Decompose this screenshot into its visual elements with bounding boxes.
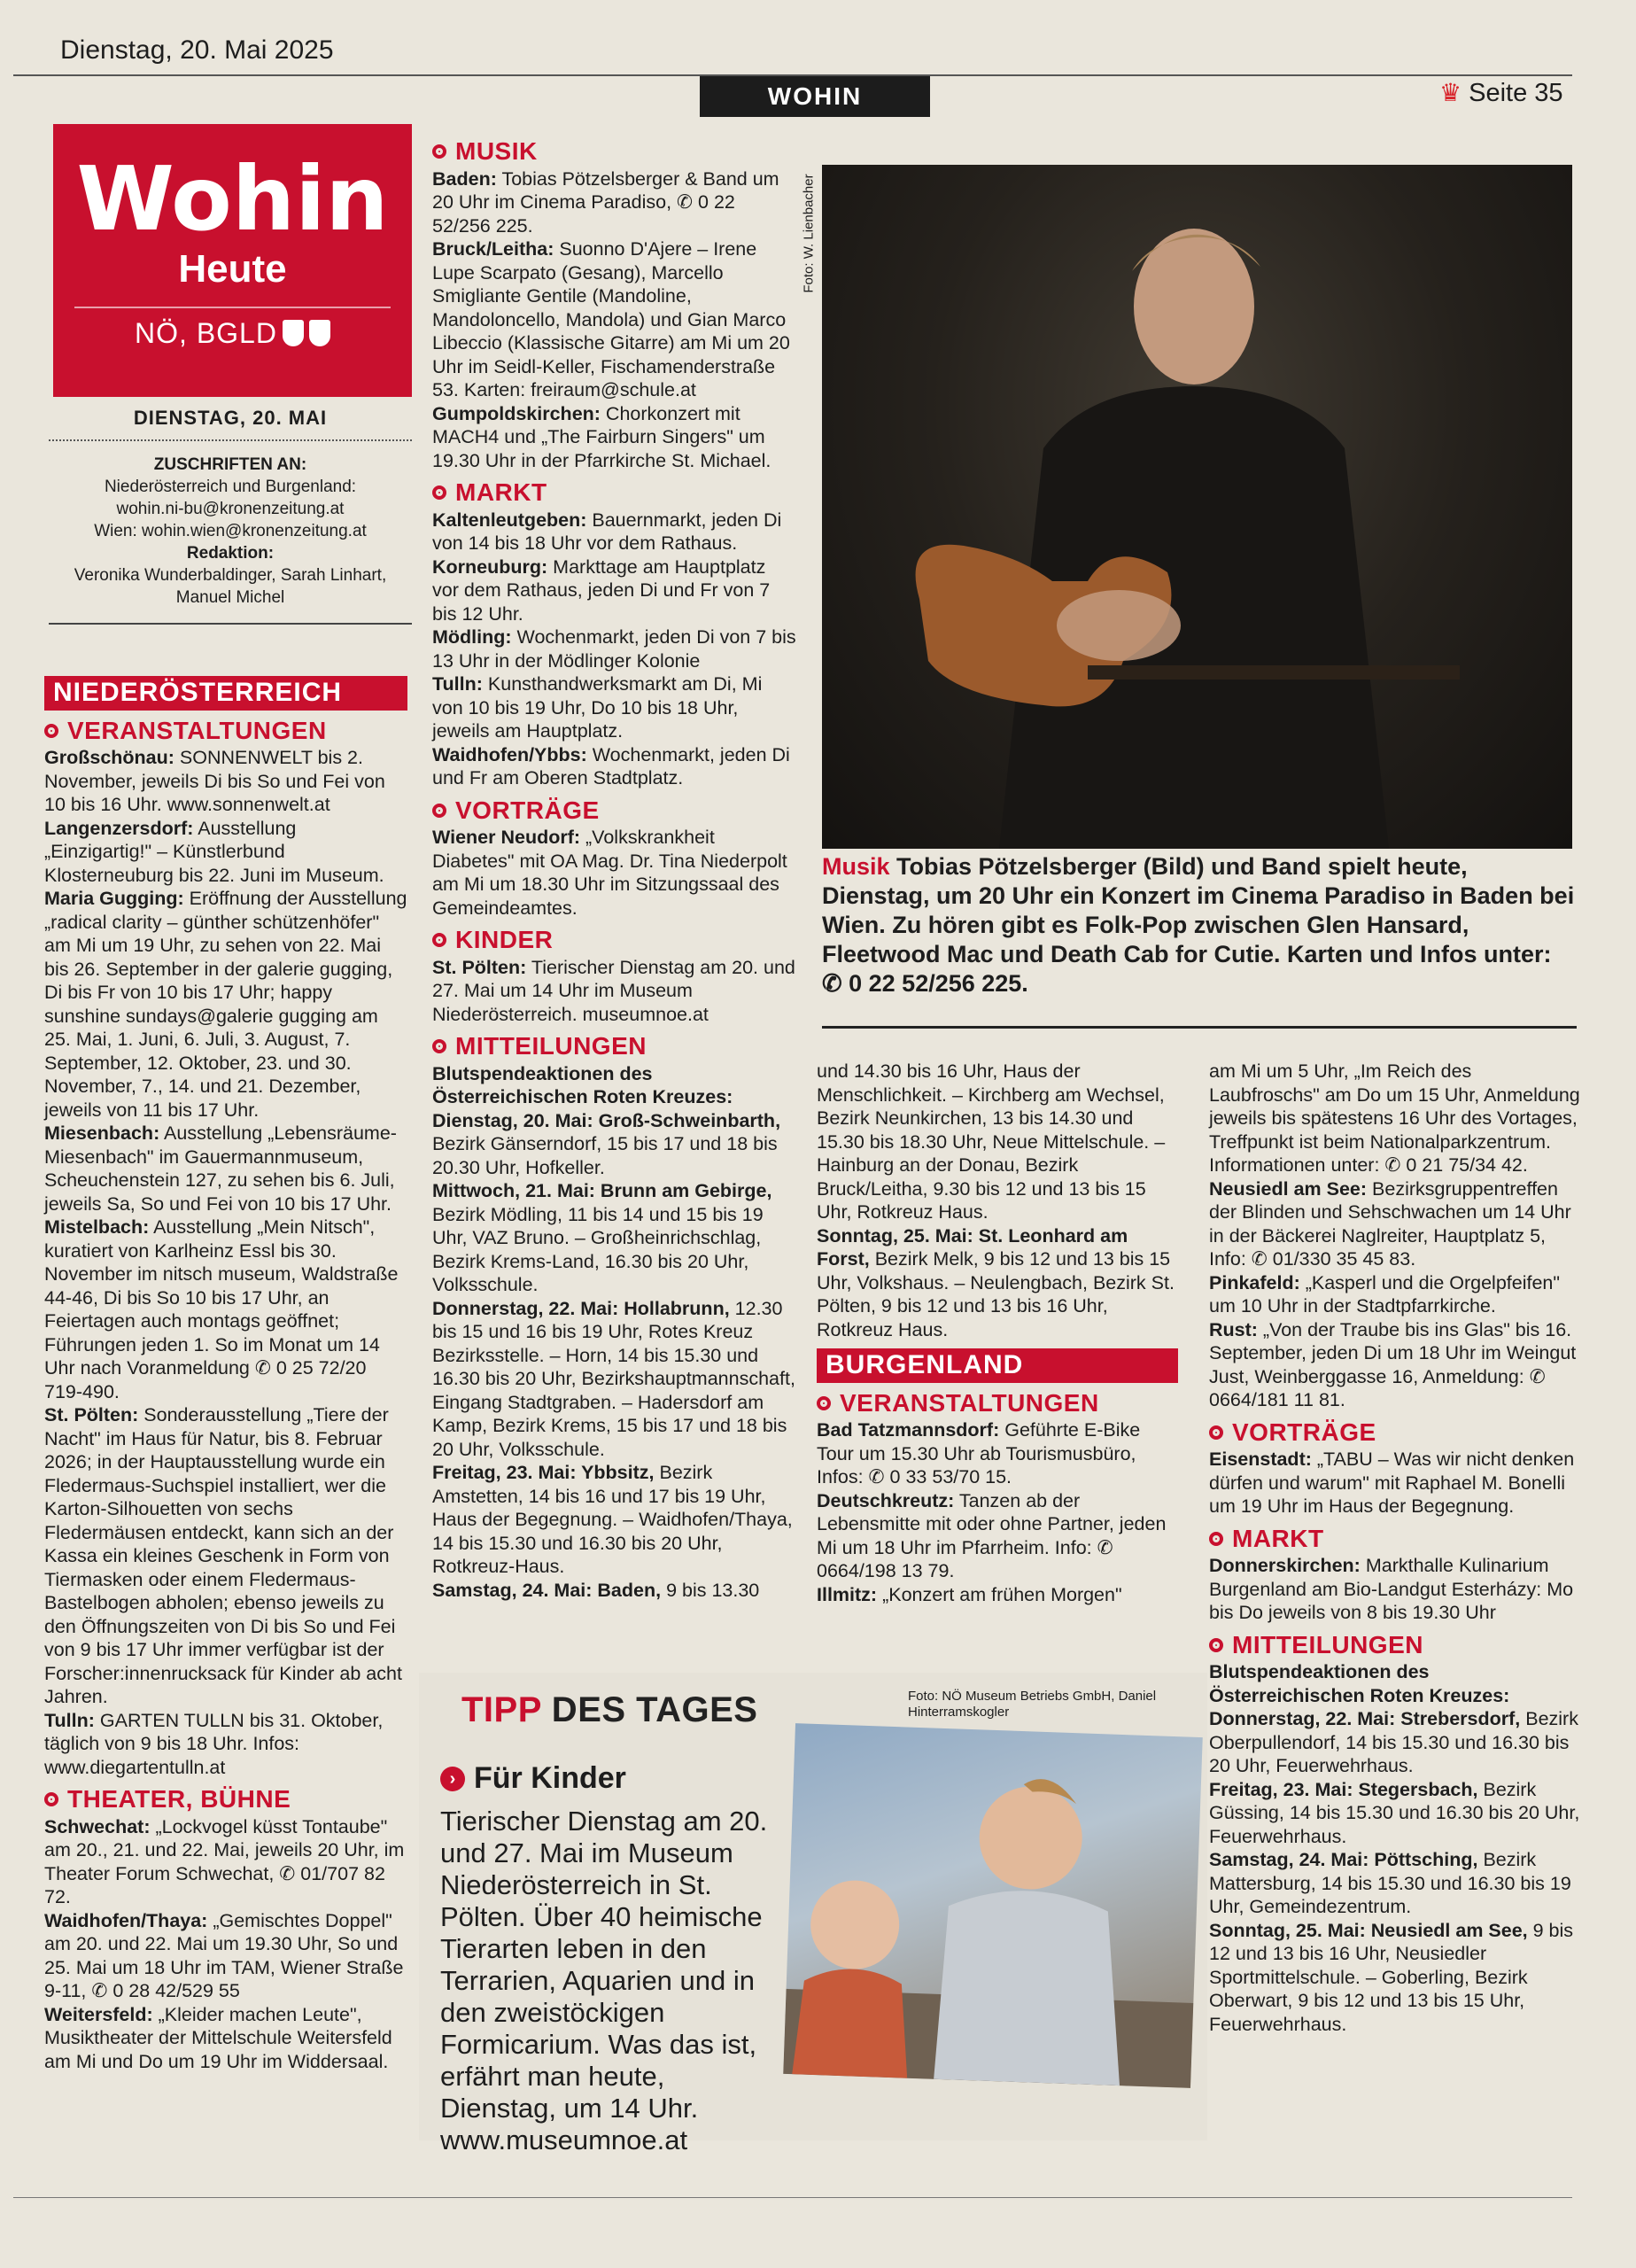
listing-entry bbox=[432, 743, 797, 790]
listing-text: Bezirk Amstetten, 14 bis 16 und 17 bis 19 Uhr, Haus der Begegnung. – Waidhofen/Thaya, 14 bis 15.30 und 16.30 bis 20 Uhr, Rotkreuz-Haus. bbox=[432, 1462, 793, 1577]
listing-text: am Mi um 5 Uhr, „Im Reich des Laubfroschs" am Do um 15 Uhr, Anmeldung jeweils bis spätestens 16 Uhr des Vortages, Treffpunkt ist beim Nationalparkzentrum. Informationen unter: ✆ 0 21 75/34 42. bbox=[1209, 1060, 1580, 1176]
listing-entry bbox=[432, 555, 797, 626]
column-musik-markt bbox=[432, 131, 797, 1602]
listing-lead: Blutspendeaktionen des Österreichischen Roten Kreuzes: bbox=[432, 1062, 733, 1107]
section-heading bbox=[432, 928, 797, 952]
region-banner: NIEDERÖSTERREICH bbox=[44, 676, 407, 711]
tipp-title-red: TIPP bbox=[461, 1690, 542, 1729]
target-icon bbox=[44, 724, 58, 738]
tipp-subtitle bbox=[440, 1761, 626, 1796]
listing-lead: Schwechat: bbox=[44, 1815, 151, 1837]
listing-lead: Weitersfeld: bbox=[44, 2003, 153, 2025]
listing-entry bbox=[1209, 1848, 1585, 1919]
listing-entry bbox=[1209, 1271, 1585, 1318]
section-tab: WOHIN bbox=[700, 76, 930, 117]
section-heading-text: MUSIK bbox=[455, 137, 538, 165]
crown-icon: ♛ bbox=[1439, 79, 1462, 106]
listing-text: Markthalle Kulinarium Burgenland am Bio-Landgut Esterházy: Mo bis Do jeweils von 8 bis 19.30 Uhr bbox=[1209, 1555, 1574, 1623]
listing-text: SONNENWELT bis 2. November, jeweils Di bis So und Fei von 10 bis 16 Uhr. www.sonnenwelt.at bbox=[44, 747, 385, 815]
listing-lead: Pinkafeld: bbox=[1209, 1271, 1300, 1293]
listing-entry bbox=[432, 826, 797, 920]
target-icon bbox=[432, 804, 446, 818]
listing-lead: Samstag, 24. Mai: Baden, bbox=[432, 1579, 662, 1601]
listing-entry bbox=[44, 1815, 407, 1909]
listing-text: Chorkonzert mit MACH4 und „The Fairburn Singers" um 19.30 Uhr in der Pfarrkirche St. Michael. bbox=[432, 402, 771, 471]
coat-of-arms-icon bbox=[283, 320, 304, 346]
children-photo bbox=[783, 1723, 1203, 2088]
tipp-text: Tierischer Dienstag am 20. und 27. Mai im Museum Niederösterreich in St. Pölten. Über 40 heimische Tierarten leben in den Terrarien, Aquarien und in den zweistöckigen Formicarium. Was das ist, erfährt man heute, Dienstag, um 14 Uhr. www.museumnoe.at bbox=[440, 1806, 768, 2155]
listing-text: „Kasperl und die Orgelpfeifen" um 10 Uhr in der Stadtpfarrkirche. bbox=[1209, 1271, 1561, 1317]
target-icon bbox=[432, 144, 446, 159]
column-burgenland-2 bbox=[1209, 1060, 1585, 2036]
coat-of-arms-icon bbox=[309, 320, 330, 346]
listing-lead: Sonntag, 25. Mai: Neusiedl am See, bbox=[1209, 1919, 1528, 1941]
listing-entry bbox=[1209, 1660, 1585, 1707]
listing-lead: Rust: bbox=[1209, 1318, 1258, 1340]
listing-lead: Waidhofen/Thaya: bbox=[44, 1909, 208, 1931]
listing-lead: Tulln: bbox=[432, 673, 483, 695]
tipp-title bbox=[461, 1690, 757, 1730]
logo-region bbox=[53, 317, 412, 350]
child-head bbox=[978, 1784, 1084, 1891]
toddler-head bbox=[809, 1879, 900, 1970]
listing-lead: Bad Tatzmannsdorf: bbox=[817, 1419, 1000, 1441]
section-heading-text: KINDER bbox=[455, 926, 554, 953]
toddler-shirt bbox=[792, 1967, 911, 2078]
target-icon bbox=[817, 1396, 831, 1410]
listing-lead: Blutspendeaktionen des Österreichischen Roten Kreuzes: bbox=[1209, 1661, 1510, 1706]
photo-credit-text: Foto: W. Lienbacher bbox=[801, 174, 817, 293]
section-heading bbox=[432, 137, 797, 165]
listing-text: Eröffnung der Ausstellung „radical clarity – günther schützenhöfer" am Mi um 19 Uhr, zu sehen von 22. Mai bis 26. September in der galerie gugging, Di bis Fr von 10 bis 17 Uhr; happy sunshine sundays@galerie gugging am 25. Mai, 1. Juni, 6. Juli, 3. August, 7. September, 12. Oktober, 23. und 30. November, 7., 14. und 21. Dezember, jeweils von 11 bis 17 Uhr. bbox=[44, 888, 407, 1121]
tipp-photo-credit: Foto: NÖ Museum Betriebs GmbH, Daniel Hinterramskogler bbox=[908, 1689, 1157, 1720]
section-heading-text: VORTRÄGE bbox=[1232, 1418, 1376, 1446]
listing-lead: Donnerskirchen: bbox=[1209, 1555, 1361, 1576]
listing-entry bbox=[44, 887, 407, 1122]
listing-entry bbox=[817, 1060, 1178, 1224]
info-date: DIENSTAG, 20. MAI bbox=[133, 407, 328, 429]
listing-text: Tanzen ab der Lebensmitte mit oder ohne Partner, jeden Mi um 18 Uhr im Pfarrheim. Info: ✆ 0664/198 13 79. bbox=[817, 1489, 1167, 1581]
listing-lead: Mödling: bbox=[432, 626, 512, 648]
section-heading bbox=[1209, 1418, 1585, 1446]
listing-lead: Illmitz: bbox=[817, 1583, 878, 1605]
listing-entry bbox=[44, 1216, 407, 1403]
listing-text: Sonderausstellung „Tiere der Nacht" im Haus für Natur, bis 8. Februar 2026; in der Hauptausstellung wurde ein Fledermaus-Suchspiel installiert, wer die Karton-Silhouetten von sechs Fledermäusen entdeckt, kann sich an der Kassa ein kleines Geschenk in Form von Tiermasken oder einem Fledermaus-Bastelbogen abholen; ebenso jeweils zu den Öffnungszeiten von Di bis So und Fei von 9 bis 17 Uhr immer verfügbar ist der Forscher:innenrucksack für Kinder ab acht Jahren. bbox=[44, 1404, 402, 1707]
section-heading bbox=[432, 796, 797, 824]
listing-text: Wochenmarkt, jeden Di und Fr am Oberen Stadtplatz. bbox=[432, 743, 790, 788]
page-date: Dienstag, 20. Mai 2025 bbox=[60, 35, 334, 65]
listing-entry bbox=[432, 402, 797, 473]
listing-text: Bezirksgruppentreffen der Blinden und Sehschwachen um 14 Uhr in der Bäckerei Naglreiter, Hauptplatz 5, Info: ✆ 01/330 35 45 83. bbox=[1209, 1177, 1571, 1270]
listing-entry bbox=[1209, 1318, 1585, 1412]
listing-entry bbox=[44, 2003, 407, 2074]
section-heading-text: MARKT bbox=[1232, 1524, 1324, 1552]
section-heading-text: MITTEILUNGEN bbox=[455, 1032, 647, 1060]
listing-entry bbox=[432, 1579, 797, 1603]
wohin-heute-logo bbox=[53, 124, 412, 397]
redaktion-label: Redaktion: bbox=[186, 544, 275, 563]
zuschriften-label: ZUSCHRIFTEN AN: bbox=[153, 455, 307, 474]
info-divider bbox=[49, 623, 412, 625]
listing-lead: Neusiedl am See: bbox=[1209, 1177, 1368, 1200]
arrow-right-icon: › bbox=[440, 1767, 465, 1791]
listing-entry bbox=[432, 1179, 797, 1297]
target-icon bbox=[1209, 1425, 1223, 1440]
listing-lead: Dienstag, 20. Mai: Groß-Schweinbarth, bbox=[432, 1109, 781, 1131]
listing-lead: Donnerstag, 22. Mai: Strebersdorf, bbox=[1209, 1708, 1521, 1729]
listing-lead: Donnerstag, 22. Mai: Hollabrunn, bbox=[432, 1297, 730, 1319]
listing-text: Suonno D'Ajere – Irene Lupe Scarpato (Gesang), Marcello Smigliante Gentile (Mandoline, Mandoloncello, Mandola) und Gian Marco Libeccio (Klassische Gitarre) am Mi um 20 Uhr im Seidl-Keller, Fischamenderstraße 53. Karten: freiraum@schule.at bbox=[432, 238, 790, 400]
listing-entry bbox=[432, 509, 797, 555]
listing-lead: Gumpoldskirchen: bbox=[432, 402, 601, 424]
listing-lead: Sonntag, 25. Mai: St. Leonhard am Forst, bbox=[817, 1224, 1128, 1270]
logo-subtitle: Heute bbox=[178, 247, 287, 291]
listing-entry bbox=[44, 1122, 407, 1216]
listing-entry bbox=[1209, 1060, 1585, 1177]
listing-entry bbox=[432, 167, 797, 238]
listing-entry bbox=[44, 1403, 407, 1709]
section-heading bbox=[432, 1032, 797, 1060]
listing-text: Wochenmarkt, jeden Di von 7 bis 13 Uhr in der Mödlinger Kolonie bbox=[432, 626, 796, 672]
listing-text: 9 bis 13.30 bbox=[661, 1579, 760, 1601]
listing-lead: Mistelbach: bbox=[44, 1216, 150, 1238]
listing-text: „Lockvogel küsst Tontaube" am 20., 21. und 22. Mai, jeweils 20 Uhr, im Theater Forum Schwechat, ✆ 01/707 82 72. bbox=[44, 1815, 405, 1907]
section-heading-text: VERANSTALTUNGEN bbox=[840, 1388, 1099, 1417]
listing-lead: Bruck/Leitha: bbox=[432, 238, 554, 260]
listing-entry bbox=[1209, 1919, 1585, 2037]
listing-lead: Freitag, 23. Mai: Stegersbach, bbox=[1209, 1778, 1478, 1800]
column-burgenland bbox=[817, 1060, 1178, 1606]
listing-lead: Freitag, 23. Mai: Ybbsitz, bbox=[432, 1462, 655, 1483]
listing-entry bbox=[1209, 1778, 1585, 1849]
target-icon bbox=[44, 1792, 58, 1806]
caption-rule bbox=[822, 1026, 1577, 1029]
listing-text: Tobias Pötzelsberger & Band um 20 Uhr im Cinema Paradiso, ✆ 0 22 52/256 225. bbox=[432, 167, 779, 237]
listing-entry bbox=[44, 1909, 407, 2003]
contact-info bbox=[49, 403, 412, 637]
listing-entry bbox=[432, 956, 797, 1027]
listing-lead: Mittwoch, 21. Mai: Brunn am Gebirge, bbox=[432, 1180, 772, 1201]
listing-entry bbox=[817, 1583, 1178, 1607]
listing-entry bbox=[817, 1489, 1178, 1583]
listing-entry bbox=[432, 672, 797, 743]
listing-lead: Miesenbach: bbox=[44, 1122, 160, 1144]
listing-text: GARTEN TULLN bis 31. Oktober, täglich von 9 bis 18 Uhr. Infos: www.diegartentulln.at bbox=[44, 1709, 384, 1778]
listing-lead: Wiener Neudorf: bbox=[432, 827, 581, 848]
listing-text: Bezirk Oberpullendorf, 14 bis 15.30 und 16.30 bis 20 Uhr, Feuerwehrhaus. bbox=[1209, 1708, 1578, 1776]
listing-text: „Von der Traube bis ins Glas" bis 16. September, jeden Di um 18 Uhr im Weingut Just, Weinberggasse 16, Anmeldung: ✆ 0664/181 11 81. bbox=[1209, 1318, 1577, 1410]
info-line: Niederösterreich und Burgenland: bbox=[104, 478, 357, 496]
listing-text: Ausstellung „Einzigartig!" – Künstlerbund Klosterneuburg bis 22. Juni im Museum. bbox=[44, 817, 384, 886]
tipp-title-rest: DES TAGES bbox=[541, 1690, 758, 1729]
listing-text: Bezirk Gänserndorf, 15 bis 17 und 18 bis 20.30 Uhr, Hofkeller. bbox=[432, 1133, 778, 1178]
listing-text: „Volkskrankheit Diabetes" mit OA Mag. Dr. Tina Niederpolt am Mi um 18.30 Uhr im Sitzungssaal des Gemeindeamtes. bbox=[432, 827, 787, 919]
listing-text: Bezirk Güssing, 14 bis 15.30 und 16.30 bis 20 Uhr, Feuerwehrhaus. bbox=[1209, 1778, 1580, 1847]
musician-photo bbox=[822, 165, 1572, 849]
section-heading bbox=[44, 716, 407, 744]
section-heading bbox=[1209, 1524, 1585, 1552]
section-heading-text: VORTRÄGE bbox=[455, 796, 600, 824]
listing-text: Markttage am Hauptplatz vor dem Rathaus, jeden Di und Fr von 7 bis 12 Uhr. bbox=[432, 555, 771, 625]
column-niederoesterreich bbox=[44, 669, 407, 2073]
listing-text: „Kleider machen Leute", Musiktheater der Mittelschule Weitersfeld am Mi und Do um 19 Uhr im Widdersaal. bbox=[44, 2003, 392, 2072]
listing-entry bbox=[44, 817, 407, 888]
hand-shape bbox=[1057, 590, 1181, 661]
listing-text: Bezirk Mödling, 11 bis 14 und 15 bis 19 Uhr, VAZ Bruno. – Großheinrichschlag, Bezirk Krems-Land, 16.30 bis 20 Uhr, Volksschule. bbox=[432, 1203, 764, 1295]
listing-lead: Maria Gugging: bbox=[44, 888, 184, 909]
musician-photo-svg bbox=[822, 165, 1572, 849]
target-icon bbox=[1209, 1638, 1223, 1652]
listing-entry bbox=[432, 625, 797, 672]
listing-lead: Eisenstadt: bbox=[1209, 1449, 1312, 1470]
target-icon bbox=[1209, 1532, 1223, 1546]
section-heading bbox=[817, 1388, 1178, 1417]
listing-lead: St. Pölten: bbox=[432, 956, 527, 978]
listing-text: 9 bis 12 und 13 bis 16 Uhr, Neusiedler Sportmittelschule. – Goberling, Bezirk Oberwart, 9 bis 12 und 13 bis 15 Uhr, Feuerwehrhaus. bbox=[1209, 1919, 1574, 2035]
page-number bbox=[1439, 78, 1563, 108]
listing-entry bbox=[1209, 1707, 1585, 1778]
listing-text: Ausstellung „Mein Nitsch", kuratiert von Karlheinz Essl bis 30. November im nitsch museum, Waldstraße 44-46, Di bis So 10 bis 17 Uhr, an Feiertagen auch montags geöffnet; Führungen jeden 1. So im Monat um 14 Uhr nach Voranmeldung ✆ 0 25 72/20 719-490. bbox=[44, 1216, 399, 1402]
listing-text: „Konzert am frühen Morgen" bbox=[877, 1583, 1122, 1605]
listing-entry bbox=[432, 1461, 797, 1579]
listing-text: Tierischer Dienstag am 20. und 27. Mai um 14 Uhr im Museum Niederösterreich. museumnoe.at bbox=[432, 956, 795, 1025]
listing-entry bbox=[817, 1418, 1178, 1489]
tipp-subtitle-text: Für Kinder bbox=[474, 1761, 626, 1795]
listing-text: 12.30 bis 15 und 16 bis 19 Uhr, Rotes Kreuz Bezirksstelle. – Horn, 14 bis 15.30 und 16.30 bis 20 Uhr, Bezirkshauptmannschaft, Eingang Stadtgraben. – Hadersdorf am Kamp, Bezirk Krems, 15 bis 17 und 18 bis 20 Uhr, Volksschule. bbox=[432, 1297, 795, 1460]
target-icon bbox=[432, 485, 446, 500]
listing-text: Bezirk Mattersburg, 14 bis 15.30 und 16.30 bis 19 Uhr, Gemeindezentrum. bbox=[1209, 1849, 1571, 1917]
listing-text: Ausstellung „Lebensräume-Miesenbach" im Gauermannmuseum, Scheuchenstein 127, zu sehen bis 6. Juli, jeweils Sa, So und Fei von 10 bis 17 Uhr. bbox=[44, 1122, 397, 1215]
listing-lead: Waidhofen/Ybbs: bbox=[432, 743, 587, 765]
info-line: wohin.ni-bu@kronenzeitung.at bbox=[116, 500, 345, 518]
photo-caption bbox=[822, 852, 1575, 998]
target-icon bbox=[432, 1039, 446, 1053]
footer-rule bbox=[13, 2197, 1572, 2198]
listing-entry bbox=[432, 1062, 797, 1109]
section-heading-text: THEATER, BÜHNE bbox=[67, 1785, 291, 1813]
caption-keyword: Musik bbox=[822, 853, 890, 880]
target-icon bbox=[432, 933, 446, 947]
info-line: Wien: wohin.wien@kronenzeitung.at bbox=[94, 522, 367, 540]
listing-lead: Langenzersdorf: bbox=[44, 817, 194, 839]
listing-entry bbox=[1209, 1448, 1585, 1518]
listing-lead: Samstag, 24. Mai: Pöttsching, bbox=[1209, 1849, 1478, 1870]
listing-entry bbox=[44, 746, 407, 817]
listing-entry bbox=[432, 237, 797, 402]
listing-lead: Baden: bbox=[432, 167, 497, 190]
listing-text: Bauernmarkt, jeden Di von 14 bis 18 Uhr vor dem Rathaus. bbox=[432, 509, 782, 554]
dotted-divider bbox=[49, 439, 412, 441]
listing-text: „Gemischtes Doppel" am 20. und 22. Mai um 19.30 Uhr, So und 25. Mai um 18 Uhr im TAM, Wiener Straße 9-11, ✆ 0 28 42/529 55 bbox=[44, 1909, 404, 2001]
listing-lead: Großschönau: bbox=[44, 747, 174, 768]
logo-title: Wohin bbox=[76, 147, 389, 251]
listing-entry bbox=[817, 1224, 1178, 1342]
region-banner: BURGENLAND bbox=[817, 1348, 1178, 1383]
listing-entry bbox=[1209, 1554, 1585, 1625]
listing-lead: Korneuburg: bbox=[432, 555, 548, 578]
listing-text: Geführte E-Bike Tour um 15.30 Uhr ab Tourismusbüro, Infos: ✆ 0 33 53/70 15. bbox=[817, 1419, 1141, 1487]
listing-text: Kunsthandwerksmarkt am Di, Mi von 10 bis 19 Uhr, Do 10 bis 18 Uhr, jeweils am Hauptplatz. bbox=[432, 673, 763, 742]
listing-lead: Kaltenleutgeben: bbox=[432, 509, 587, 531]
listing-text: Bezirk Melk, 9 bis 12 und 13 bis 15 Uhr, Volkshaus. – Neulengbach, Bezirk St. Pölten, 9 bis 12 und 13 bis 16 Uhr, Rotkreuz Haus. bbox=[817, 1248, 1175, 1340]
page-number-text: Seite 35 bbox=[1469, 79, 1563, 107]
children-photo-svg bbox=[783, 1723, 1203, 2088]
tipp-des-tages-box bbox=[419, 1673, 1207, 2155]
listing-entry bbox=[432, 1297, 797, 1462]
section-heading-text: VERANSTALTUNGEN bbox=[67, 716, 327, 744]
section-heading-text: MITTEILUNGEN bbox=[1232, 1630, 1423, 1658]
listing-lead: Tulln: bbox=[44, 1709, 95, 1731]
listing-lead: Deutschkreutz: bbox=[817, 1489, 955, 1511]
section-heading bbox=[44, 1785, 407, 1813]
listing-entry bbox=[1209, 1177, 1585, 1271]
guitar-neck bbox=[1088, 665, 1460, 680]
child-sweater bbox=[934, 1888, 1126, 2085]
section-heading-text: MARKT bbox=[455, 478, 547, 506]
caption-text: Tobias Pötzelsberger (Bild) und Band spielt heute, Dienstag, um 20 Uhr ein Konzert im Cinema Paradiso in Baden bei Wien. Zu hören gibt es Folk-Pop zwischen Glen Hansard, Fleetwood Mac und Death Cab for Cutie. Karten und Infos unter: ✆ 0 22 52/256 225. bbox=[822, 853, 1575, 997]
redaktion-names: Veronika Wunderbaldinger, Sarah Linhart, Manuel Michel bbox=[74, 566, 387, 607]
listing-entry bbox=[44, 1709, 407, 1780]
listing-text: und 14.30 bis 16 Uhr, Haus der Menschlichkeit. – Kirchberg am Wechsel, Bezirk Neunkirchen, 13 bis 14.30 und 15.30 bis 18.30 Uhr, Neue Mittelschule. – Hainburg an der Donau, Bezirk Bruck/Leitha, 9.30 bis 12 und 13 bis 15 Uhr, Rotkreuz Haus. bbox=[817, 1060, 1166, 1223]
listing-entry bbox=[432, 1109, 797, 1180]
section-heading bbox=[1209, 1630, 1585, 1658]
section-heading bbox=[432, 478, 797, 506]
logo-divider bbox=[74, 307, 391, 308]
listing-lead: St. Pölten: bbox=[44, 1404, 139, 1425]
logo-region-text: NÖ, BGLD bbox=[135, 317, 277, 349]
listing-text: „TABU – Was wir nicht denken dürfen und warum" mit Raphael M. Bonelli um 19 Uhr im Haus der Begegnung. bbox=[1209, 1449, 1575, 1517]
